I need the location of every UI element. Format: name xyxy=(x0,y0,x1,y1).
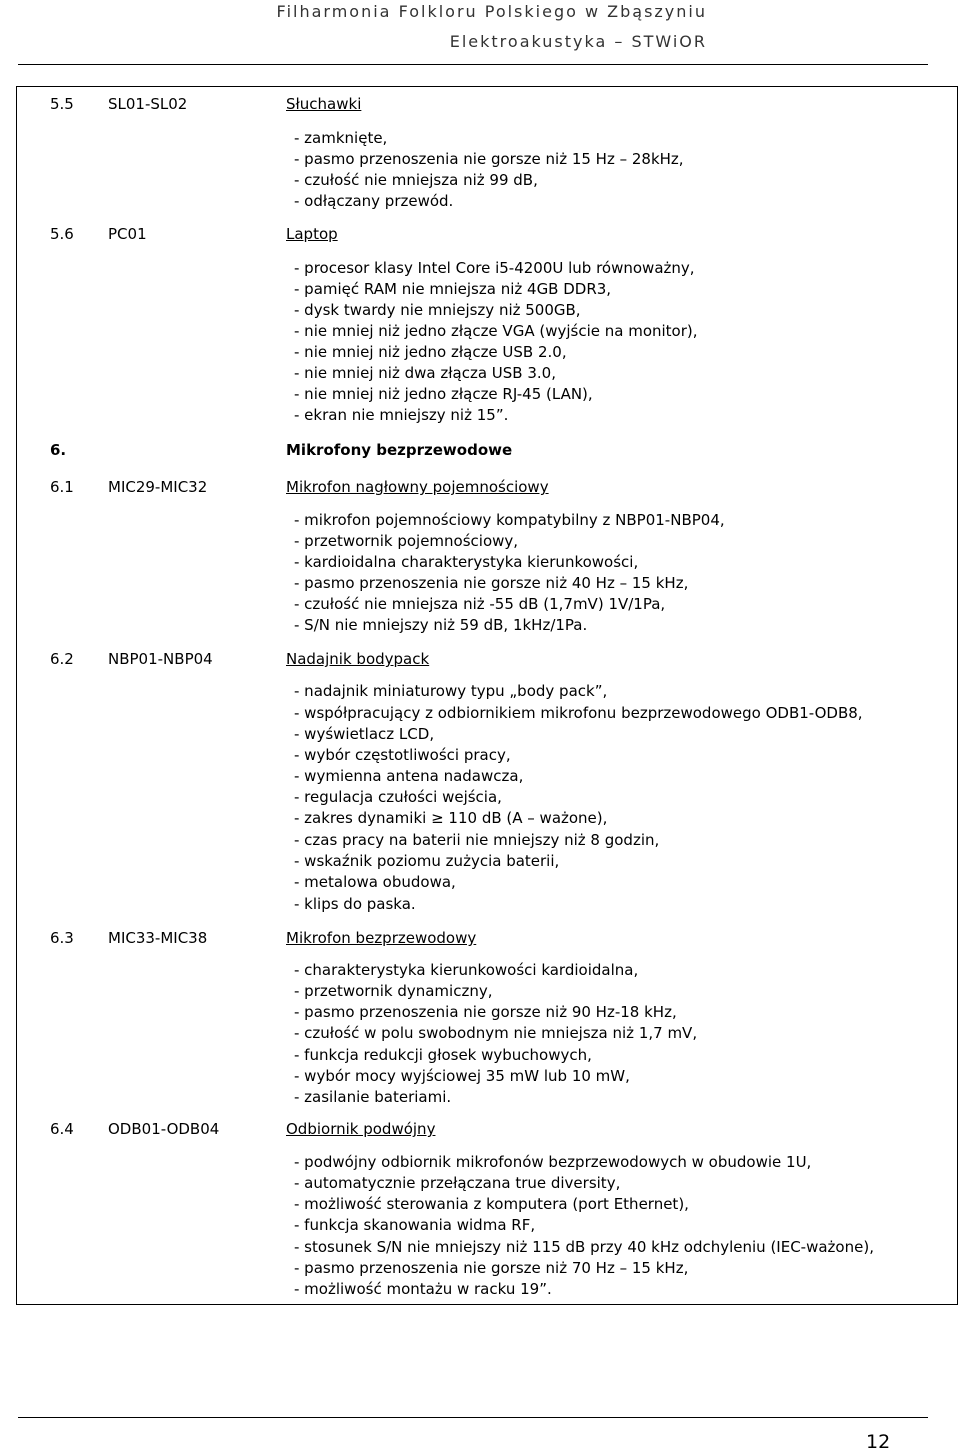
spec-line: - funkcja skanowania widma RF, xyxy=(294,1216,536,1234)
item-number: 6.3 xyxy=(50,929,74,947)
spec-line: - S/N nie mniejszy niż 59 dB, 1kHz/1Pa. xyxy=(294,616,588,634)
spec-line: - pasmo przenoszenia nie gorsze niż 40 Hz – 15 kHz, xyxy=(294,574,689,592)
item-number: 6.2 xyxy=(50,650,74,668)
spec-line: - nie mniej niż jedno złącze VGA (wyjście na monitor), xyxy=(294,322,698,340)
item-code: MIC33-MIC38 xyxy=(108,929,208,947)
spec-line: - czułość w polu swobodnym nie mniejsza niż 1,7 mV, xyxy=(294,1024,698,1042)
spec-line: - nie mniej niż jedno złącze USB 2.0, xyxy=(294,343,567,361)
spec-line: - zakres dynamiki ≥ 110 dB (A – ważone), xyxy=(294,809,608,827)
spec-line: - przetwornik pojemnościowy, xyxy=(294,532,519,550)
spec-line: - nie mniej niż dwa złącza USB 3.0, xyxy=(294,364,556,382)
spec-line: - czas pracy na baterii nie mniejszy niż 8 godzin, xyxy=(294,831,660,849)
spec-line: - odłączany przewód. xyxy=(294,192,454,210)
footer-divider xyxy=(18,1417,928,1418)
spec-line: - możliwość montażu w racku 19”. xyxy=(294,1280,552,1298)
section-title: Mikrofony bezprzewodowe xyxy=(286,441,513,459)
spec-line: - nadajnik miniaturowy typu „body pack”, xyxy=(294,682,608,700)
spec-line: - dysk twardy nie mniejszy niż 500GB, xyxy=(294,301,581,319)
spec-line: - pasmo przenoszenia nie gorsze niż 90 Hz-18 kHz, xyxy=(294,1003,677,1021)
spec-line: - regulacja czułości wejścia, xyxy=(294,788,502,806)
spec-line: - wyświetlacz LCD, xyxy=(294,725,435,743)
spec-line: - wskaźnik poziomu zużycia baterii, xyxy=(294,852,560,870)
item-number: 5.5 xyxy=(50,95,74,113)
spec-line: - nie mniej niż jedno złącze RJ-45 (LAN), xyxy=(294,385,593,403)
spec-line: - współpracujący z odbiornikiem mikrofonu bezprzewodowego ODB1-ODB8, xyxy=(294,704,863,722)
spec-line: - zasilanie bateriami. xyxy=(294,1088,452,1106)
header-institution: Filharmonia Folkloru Polskiego w Zbąszyniu xyxy=(276,2,707,21)
spec-line: - przetwornik dynamiczny, xyxy=(294,982,493,1000)
spec-line: - pamięć RAM nie mniejsza niż 4GB DDR3, xyxy=(294,280,612,298)
spec-line: - możliwość sterowania z komputera (port Ethernet), xyxy=(294,1195,689,1213)
spec-line: - pasmo przenoszenia nie gorsze niż 15 Hz – 28kHz, xyxy=(294,150,684,168)
spec-line: - czułość nie mniejsza niż -55 dB (1,7mV) 1V/1Pa, xyxy=(294,595,666,613)
item-title: Laptop xyxy=(286,225,338,243)
spec-line: - podwójny odbiornik mikrofonów bezprzewodowych w obudowie 1U, xyxy=(294,1153,812,1171)
spec-line: - czułość nie mniejsza niż 99 dB, xyxy=(294,171,538,189)
spec-line: - zamknięte, xyxy=(294,129,388,147)
item-number: 6.1 xyxy=(50,478,74,496)
page-number: 12 xyxy=(866,1431,891,1453)
spec-line: - funkcja redukcji głosek wybuchowych, xyxy=(294,1046,592,1064)
spec-line: - wybór mocy wyjściowej 35 mW lub 10 mW, xyxy=(294,1067,630,1085)
section-number: 6. xyxy=(50,441,67,459)
item-code: MIC29-MIC32 xyxy=(108,478,208,496)
spec-line: - kardioidalna charakterystyka kierunkowości, xyxy=(294,553,639,571)
item-code: PC01 xyxy=(108,225,147,243)
spec-line: - charakterystyka kierunkowości kardioidalna, xyxy=(294,961,639,979)
spec-line: - wymienna antena nadawcza, xyxy=(294,767,524,785)
spec-line: - ekran nie mniejszy niż 15”. xyxy=(294,406,509,424)
spec-line: - procesor klasy Intel Core i5-4200U lub równoważny, xyxy=(294,259,695,277)
item-title: Mikrofon nagłowny pojemnościowy xyxy=(286,478,549,496)
spec-line: - pasmo przenoszenia nie gorsze niż 70 Hz – 15 kHz, xyxy=(294,1259,689,1277)
spec-line: - wybór częstotliwości pracy, xyxy=(294,746,511,764)
spec-line: - mikrofon pojemnościowy kompatybilny z NBP01-NBP04, xyxy=(294,511,725,529)
item-number: 5.6 xyxy=(50,225,74,243)
item-title: Mikrofon bezprzewodowy xyxy=(286,929,477,947)
spec-line: - metalowa obudowa, xyxy=(294,873,456,891)
item-code: NBP01-NBP04 xyxy=(108,650,213,668)
header-subject: Elektroakustyka – STWiOR xyxy=(449,32,707,51)
spec-line: - automatycznie przełączana true diversity, xyxy=(294,1174,621,1192)
item-number: 6.4 xyxy=(50,1120,74,1138)
item-title: Nadajnik bodypack xyxy=(286,650,430,668)
spec-line: - klips do paska. xyxy=(294,895,416,913)
item-code: SL01-SL02 xyxy=(108,95,188,113)
item-title: Odbiornik podwójny xyxy=(286,1120,436,1138)
item-title: Słuchawki xyxy=(286,95,362,113)
spec-line: - stosunek S/N nie mniejszy niż 115 dB przy 40 kHz odchyleniu (IEC-ważone), xyxy=(294,1238,874,1256)
item-code: ODB01-ODB04 xyxy=(108,1120,220,1138)
header-divider xyxy=(18,64,928,65)
